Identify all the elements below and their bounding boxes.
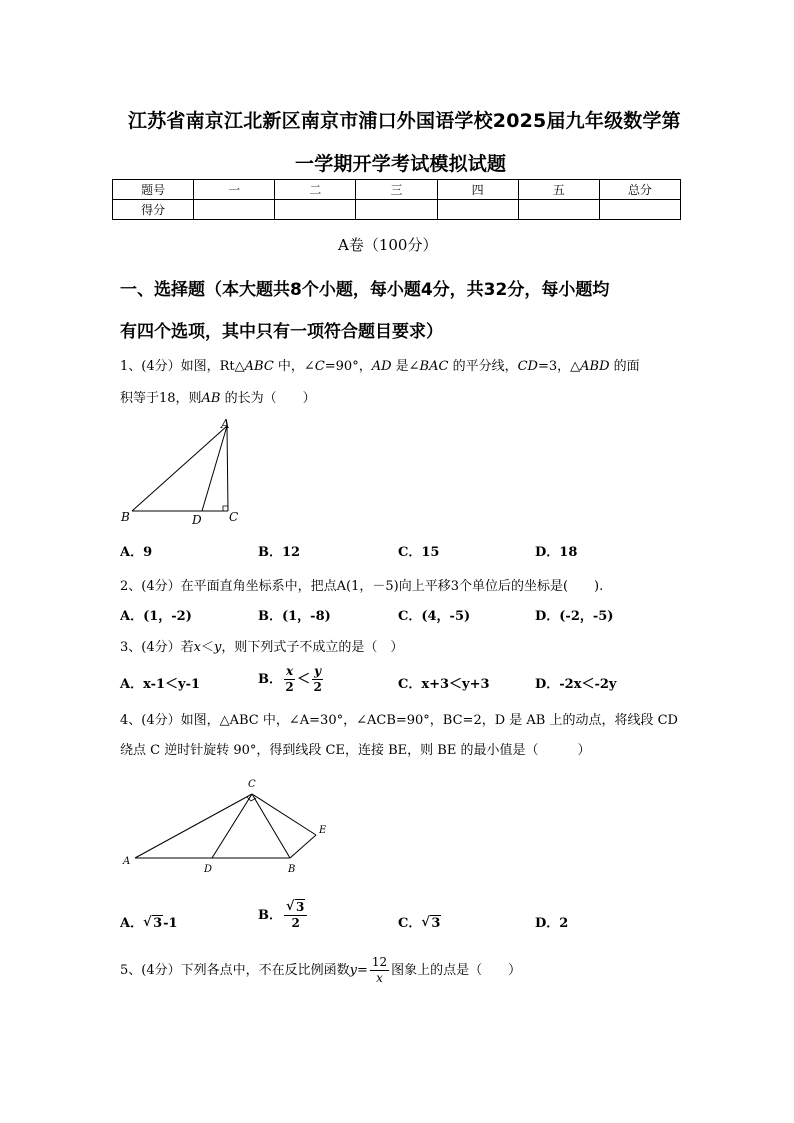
q4-option-b-label: B． bbox=[258, 908, 282, 923]
score-row-label: 得分 bbox=[113, 200, 194, 220]
q4-label-a: A bbox=[123, 856, 131, 867]
q1-text: 如图，Rt△ bbox=[180, 359, 245, 374]
q1-var: AD bbox=[371, 359, 392, 374]
q1-var: ABD bbox=[580, 359, 610, 374]
q2-option-d[interactable]: D．(-2，-5) bbox=[535, 609, 614, 624]
score-header-cell: 一 bbox=[194, 180, 275, 200]
score-table-score-row bbox=[113, 200, 681, 220]
q4-triangle-figure bbox=[115, 772, 345, 880]
q1-text: =3，△ bbox=[537, 359, 581, 374]
q1-text: 的平分线， bbox=[448, 359, 518, 374]
score-input-cell[interactable] bbox=[356, 200, 437, 220]
q3-fraction-y bbox=[312, 664, 323, 695]
q4-option-b[interactable] bbox=[258, 900, 309, 931]
q1-label-c: C bbox=[229, 510, 239, 524]
q3-text bbox=[120, 636, 403, 655]
exam-title-line2: 一学期开学考试模拟试题 bbox=[295, 153, 507, 175]
q1-option-b[interactable]: B．12 bbox=[258, 545, 301, 560]
score-header-cell: 三 bbox=[356, 180, 437, 200]
frac-numerator bbox=[284, 900, 307, 916]
q1-text-line2 bbox=[120, 387, 316, 406]
q1-var: ABC bbox=[244, 359, 274, 374]
q3-option-c[interactable]: C．x+3＜y+3 bbox=[398, 677, 490, 692]
sqrt-radicand: 3 bbox=[431, 916, 441, 931]
q1-label-b: B bbox=[121, 510, 130, 524]
sqrt-radicand: 3 bbox=[153, 916, 163, 931]
score-header-cell: 四 bbox=[437, 180, 518, 200]
q1-option-a[interactable]: A．9 bbox=[120, 545, 153, 560]
q3-fraction-x bbox=[284, 664, 295, 695]
sqrt-symbol bbox=[143, 916, 163, 931]
q1-text: =90°， bbox=[324, 359, 372, 374]
sqrt-radicand: 3 bbox=[296, 900, 305, 914]
q1-option-d[interactable]: D．18 bbox=[535, 545, 578, 560]
score-input-cell[interactable] bbox=[194, 200, 275, 220]
q3-option-d[interactable]: D．-2x＜-2y bbox=[535, 677, 617, 692]
q4-option-a-label: A． bbox=[120, 916, 144, 931]
q4-text-line2: 绕点 C 逆时针旋转 90°，得到线段 CE，连接 BE，则 BE 的最小值是（ ） bbox=[120, 743, 591, 758]
frac-denominator: 2 bbox=[285, 680, 294, 694]
q1-text: 的面 bbox=[609, 359, 640, 374]
q1-var: BAC bbox=[419, 359, 449, 374]
sqrt-symbol bbox=[286, 900, 305, 915]
section1-heading-line2: 有四个选项，其中只有一项符合题目要求） bbox=[120, 322, 443, 342]
q4-option-a[interactable] bbox=[120, 912, 178, 931]
q1-text: 的长为（ ） bbox=[220, 391, 316, 406]
q1-text-line1 bbox=[120, 355, 640, 374]
score-header-cell: 总分 bbox=[599, 180, 680, 200]
q3-text-part: 若 bbox=[180, 640, 194, 655]
q3-text-part: ＜ bbox=[200, 640, 214, 655]
q5-text bbox=[120, 955, 521, 986]
score-table bbox=[112, 179, 681, 220]
score-input-cell[interactable] bbox=[599, 200, 680, 220]
q3-text-part: ，则下列式子不成立的是（ ） bbox=[221, 640, 404, 655]
q3-less-than: ＜ bbox=[297, 672, 311, 687]
score-table-header-row bbox=[113, 180, 681, 200]
q1-number: 1、(4分） bbox=[120, 359, 181, 374]
q3-var: y bbox=[214, 640, 222, 655]
exam-title-line1: 江苏省南京江北新区南京市浦口外国语学校2025届九年级数学第 bbox=[128, 110, 681, 132]
frac-denominator: 2 bbox=[313, 680, 322, 694]
q2-option-a[interactable]: A．(1，-2) bbox=[120, 609, 192, 624]
q4-label-c: C bbox=[248, 779, 256, 790]
frac-numerator: y bbox=[314, 664, 322, 678]
q4-option-a-tail: -1 bbox=[163, 916, 178, 931]
q1-var: AB bbox=[201, 391, 221, 406]
score-input-cell[interactable] bbox=[437, 200, 518, 220]
frac-denominator: x bbox=[376, 971, 383, 985]
q5-text-part: 图象上的点是（ ） bbox=[391, 963, 522, 978]
q5-text-part: 5、(4分）下列各点中，不在反比例函数 bbox=[120, 963, 350, 978]
q4-label-b: B bbox=[288, 864, 296, 875]
q1-triangle-figure bbox=[115, 412, 250, 530]
q3-option-b-label: B． bbox=[258, 672, 282, 687]
score-input-cell[interactable] bbox=[275, 200, 356, 220]
score-header-cell: 五 bbox=[518, 180, 599, 200]
frac-numerator: x bbox=[286, 664, 294, 678]
frac-denominator: 2 bbox=[291, 916, 300, 930]
q5-equals: = bbox=[356, 963, 368, 978]
q2-option-c[interactable]: C．(4，-5) bbox=[398, 609, 471, 624]
q4-option-d[interactable]: D．2 bbox=[535, 916, 569, 931]
q4-option-c[interactable] bbox=[398, 912, 441, 931]
score-input-cell[interactable] bbox=[518, 200, 599, 220]
frac-numerator: 12 bbox=[371, 955, 388, 969]
q4-fraction bbox=[284, 900, 307, 931]
score-header-cell: 二 bbox=[275, 180, 356, 200]
q1-text: 中，∠ bbox=[273, 359, 315, 374]
q5-fraction bbox=[370, 955, 389, 986]
q2-option-b[interactable]: B．(1，-8) bbox=[258, 609, 331, 624]
q4-label-d: D bbox=[204, 864, 213, 875]
q2-text: 2、(4分）在平面直角坐标系中，把点A(1，－5)向上平移3个单位后的坐标是( ). bbox=[120, 579, 604, 594]
q3-number: 3、(4分） bbox=[120, 640, 181, 655]
q1-option-c[interactable]: C．15 bbox=[398, 545, 440, 560]
section1-heading-line1: 一、选择题（本大题共8个小题，每小题4分，共32分，每小题均 bbox=[120, 280, 610, 300]
q1-label-d: D bbox=[192, 513, 202, 527]
q1-label-a: A bbox=[221, 417, 230, 431]
score-header-cell: 题号 bbox=[113, 180, 194, 200]
q3-option-b[interactable] bbox=[258, 664, 325, 695]
q3-option-a[interactable]: A．x-1＜y-1 bbox=[120, 677, 201, 692]
q4-label-e: E bbox=[319, 825, 327, 836]
q1-var: C bbox=[314, 359, 325, 374]
volume-label: A卷（100分） bbox=[338, 236, 438, 254]
q4-text-line1: 4、(4分）如图，△ABC 中，∠A=30°，∠ACB=90°，BC=2，D 是 AB 上的动点，将线段 CD bbox=[120, 713, 678, 728]
q1-text: 是∠ bbox=[391, 359, 420, 374]
q1-text: 积等于18，则 bbox=[120, 391, 202, 406]
q5-var: y bbox=[349, 963, 357, 978]
sqrt-symbol bbox=[421, 916, 441, 931]
q4-option-c-label: C． bbox=[398, 916, 422, 931]
q1-var: CD bbox=[517, 359, 538, 374]
q3-var: x bbox=[193, 640, 201, 655]
